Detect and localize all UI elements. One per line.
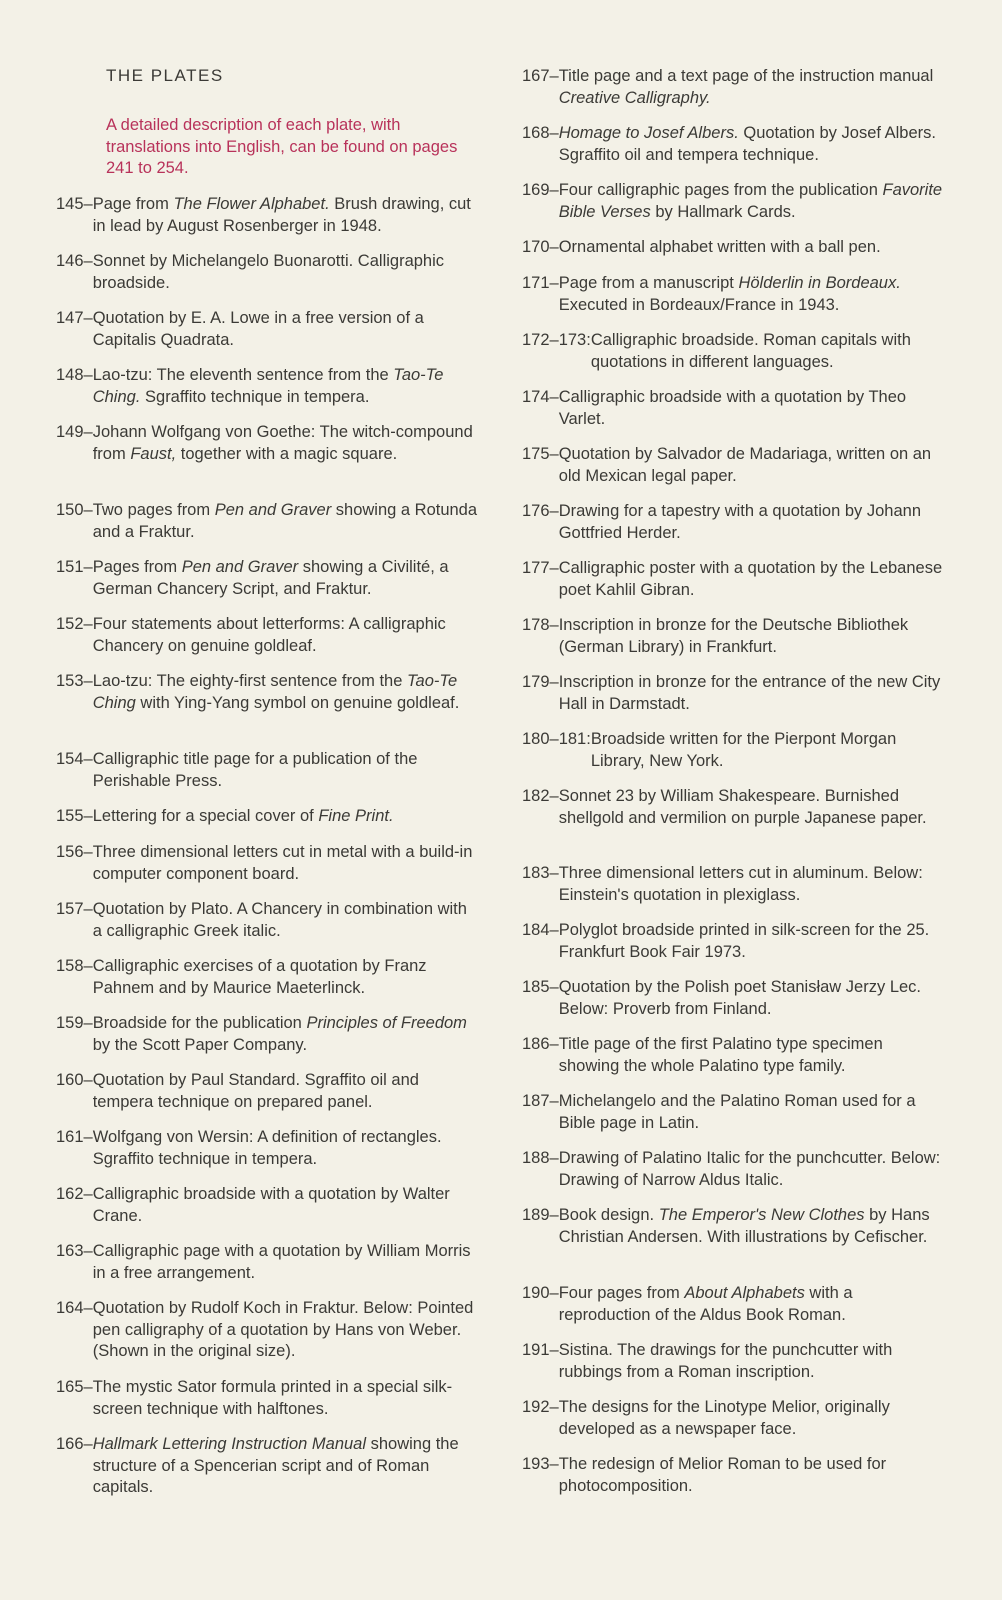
plate-description: Broadside written for the Pierpont Morgan Library, New York.	[590, 730, 897, 770]
plate-entry	[522, 672, 946, 715]
plate-number: 145–	[56, 195, 93, 213]
plate-description: Johann Wolfgang von Goethe: The witch-compound from Faust, together with a magic square.	[92, 423, 473, 463]
plate-entry	[522, 330, 946, 373]
plate-number: 168–	[522, 124, 559, 142]
plate-description: Hallmark Lettering Instruction Manual showing the structure of a Spencerian script and of Roman capitals.	[92, 1435, 459, 1496]
plate-description: Lao-tzu: The eighty-first sentence from the Tao-Te Ching with Ying-Yang symbol on genuine goldleaf.	[92, 672, 460, 712]
plate-number: 169–	[522, 181, 559, 199]
plate-number: 189–	[522, 1206, 559, 1224]
plate-number: 149–	[56, 423, 93, 441]
plate-description: Inscription in bronze for the entrance of the new City Hall in Darmstadt.	[558, 673, 941, 713]
plate-description: Calligraphic page with a quotation by William Morris in a free arrangement.	[92, 1242, 471, 1282]
plate-entry	[56, 308, 480, 351]
plate-entry	[56, 956, 480, 999]
plate-description: The designs for the Linotype Melior, originally developed as a newspaper face.	[558, 1398, 890, 1438]
plate-entry	[522, 66, 946, 109]
plate-description: Calligraphic broadside with a quotation by Theo Varlet.	[558, 388, 907, 428]
plate-entry	[522, 920, 946, 963]
plate-number: 150–	[56, 501, 93, 519]
plate-description: Quotation by Rudolf Koch in Fraktur. Below: Pointed pen calligraphy of a quotation by Hans von Weber. (Shown in the original size).	[92, 1299, 474, 1360]
plate-description: Title page of the first Palatino type specimen showing the whole Palatino type family.	[558, 1035, 883, 1075]
plate-number: 170–	[522, 238, 559, 256]
plate-number: 186–	[522, 1035, 559, 1053]
plate-description: Drawing of Palatino Italic for the punchcutter. Below: Drawing of Narrow Aldus Italic.	[558, 1149, 941, 1189]
plate-entry	[56, 194, 480, 237]
plate-number: 164–	[56, 1299, 93, 1317]
plate-description: Calligraphic exercises of a quotation by Franz Pahnem and by Maurice Maeterlinck.	[92, 957, 427, 997]
plate-number: 157–	[56, 900, 93, 918]
italic-title: Homage to Josef Albers.	[558, 124, 739, 142]
plate-entry	[522, 1454, 946, 1497]
plate-entry	[522, 1091, 946, 1134]
plate-entry	[522, 501, 946, 544]
plate-description: Homage to Josef Albers. Quotation by Josef Albers. Sgraffito oil and tempera technique.	[558, 124, 936, 164]
plate-number: 184–	[522, 921, 559, 939]
plate-number: 183–	[522, 864, 559, 882]
plate-description: Lettering for a special cover of Fine Print.	[92, 807, 394, 825]
plate-description: Quotation by Paul Standard. Sgraffito oil and tempera technique on prepared panel.	[92, 1071, 419, 1111]
plate-description: Inscription in bronze for the Deutsche Bibliothek (German Library) in Frankfurt.	[558, 616, 909, 656]
plate-number: 175–	[522, 445, 559, 463]
italic-title: Tao-Te Ching	[92, 672, 458, 712]
plate-description: Book design. The Emperor's New Clothes by Hans Christian Andersen. With illustrations by Cefischer.	[558, 1206, 930, 1246]
plate-entry	[56, 749, 480, 792]
plate-number: 180–181:	[522, 730, 591, 748]
plate-number: 178–	[522, 616, 559, 634]
plate-entry	[56, 500, 480, 543]
plate-entry	[522, 615, 946, 658]
italic-title: Hölderlin in Bordeaux.	[738, 274, 901, 292]
plate-entry	[56, 671, 480, 714]
italic-title: Pen and Graver	[214, 501, 332, 519]
italic-title: The Emperor's New Clothes	[658, 1206, 865, 1224]
plate-description: Quotation by Salvador de Madariaga, written on an old Mexican legal paper.	[558, 445, 932, 485]
plate-number: 185–	[522, 978, 559, 996]
italic-title: Favorite Bible Verses	[558, 181, 943, 221]
plate-entry	[522, 1283, 946, 1326]
plate-description: Four statements about letterforms: A calligraphic Chancery on genuine goldleaf.	[92, 615, 446, 655]
plate-description: Page from The Flower Alphabet. Brush drawing, cut in lead by August Rosenberger in 1948.	[92, 195, 471, 235]
plate-number: 190–	[522, 1284, 559, 1302]
plate-entry	[522, 729, 946, 772]
plate-number: 177–	[522, 559, 559, 577]
plate-number: 160–	[56, 1071, 93, 1089]
plate-number: 166–	[56, 1435, 93, 1453]
plate-entry	[56, 1013, 480, 1056]
plate-entry	[56, 806, 480, 828]
plate-description: Pages from Pen and Graver showing a Civilité, a German Chancery Script, and Fraktur.	[92, 558, 449, 598]
plate-number: 167–	[522, 67, 559, 85]
plate-description: Broadside for the publication Principles of Freedom by the Scott Paper Company.	[92, 1014, 467, 1054]
plate-entry	[56, 899, 480, 942]
plate-entry	[56, 1298, 480, 1363]
plate-description: Sonnet 23 by William Shakespeare. Burnished shellgold and vermilion on purple Japanese paper.	[558, 787, 927, 827]
plate-description: Sistina. The drawings for the punchcutter with rubbings from a Roman inscription.	[558, 1341, 893, 1381]
plate-number: 147–	[56, 309, 93, 327]
plate-entry	[522, 123, 946, 166]
plate-number: 162–	[56, 1185, 93, 1203]
page-heading: THE PLATES	[106, 66, 224, 85]
plate-entry	[56, 1127, 480, 1170]
italic-title: Pen and Graver	[181, 558, 299, 576]
plate-number: 154–	[56, 750, 93, 768]
plate-number: 172–173:	[522, 331, 591, 349]
plate-entry	[522, 180, 946, 223]
plate-number: 155–	[56, 807, 93, 825]
plate-entry	[522, 273, 946, 316]
plate-number: 182–	[522, 787, 559, 805]
plate-entry	[56, 422, 480, 465]
plate-description: Wolfgang von Wersin: A definition of rectangles. Sgraffito technique in tempera.	[92, 1128, 442, 1168]
plate-description: The mystic Sator formula printed in a special silk-screen technique with halftones.	[92, 1378, 453, 1418]
plate-number: 191–	[522, 1341, 559, 1359]
plate-number: 176–	[522, 502, 559, 520]
plate-number: 163–	[56, 1242, 93, 1260]
plate-number: 187–	[522, 1092, 559, 1110]
plate-number: 153–	[56, 672, 93, 690]
plate-description: Quotation by Plato. A Chancery in combination with a calligraphic Greek italic.	[92, 900, 467, 940]
italic-title: The Flower Alphabet.	[173, 195, 330, 213]
plate-entry	[56, 1377, 480, 1420]
plate-entry	[522, 786, 946, 829]
plate-number: 192–	[522, 1398, 559, 1416]
plate-entry	[522, 863, 946, 906]
plate-description: Calligraphic poster with a quotation by the Lebanese poet Kahlil Gibran.	[558, 559, 943, 599]
italic-title: Faust,	[130, 444, 177, 463]
plate-description: Page from a manuscript Hölderlin in Bordeaux. Executed in Bordeaux/France in 1943.	[558, 274, 901, 314]
plate-entry	[522, 1205, 946, 1248]
plate-description: Calligraphic broadside with a quotation by Walter Crane.	[92, 1185, 450, 1225]
plate-number: 193–	[522, 1455, 559, 1473]
italic-title: Fine Print.	[318, 807, 394, 825]
plate-description: Ornamental alphabet written with a ball pen.	[558, 238, 881, 256]
plate-entry	[522, 444, 946, 487]
plate-description: Four pages from About Alphabets with a reproduction of the Aldus Book Roman.	[558, 1284, 853, 1324]
plate-description: The redesign of Melior Roman to be used for photocomposition.	[558, 1455, 887, 1495]
plate-description: Quotation by E. A. Lowe in a free version of a Capitalis Quadrata.	[92, 309, 424, 349]
plate-description: Two pages from Pen and Graver showing a Rotunda and a Fraktur.	[92, 501, 478, 541]
plate-description: Three dimensional letters cut in metal with a build-in computer component board.	[92, 843, 473, 883]
plate-entry	[56, 1241, 480, 1284]
plate-description: Three dimensional letters cut in aluminum. Below: Einstein's quotation in plexiglass.	[558, 864, 923, 904]
plate-entry	[56, 1184, 480, 1227]
plate-description: Quotation by the Polish poet Stanisław Jerzy Lec. Below: Proverb from Finland.	[558, 978, 922, 1018]
plate-description: Calligraphic broadside. Roman capitals with quotations in different languages.	[590, 331, 911, 371]
plate-number: 171–	[522, 274, 559, 292]
plate-description: Four calligraphic pages from the publication Favorite Bible Verses by Hallmark Cards.	[558, 181, 943, 221]
plate-entry	[522, 1034, 946, 1077]
intro-note: A detailed description of each plate, with translations into English, can be found on pages 241 to 254.	[106, 116, 458, 177]
plate-description: Lao-tzu: The eleventh sentence from the Tao-Te Ching. Sgraffito technique in tempera.	[92, 366, 444, 406]
italic-title: Tao-Te Ching.	[92, 366, 444, 406]
plate-entry	[522, 1340, 946, 1383]
plate-entry	[56, 842, 480, 885]
plate-number: 158–	[56, 957, 93, 975]
plate-description: Title page and a text page of the instruction manual Creative Calligraphy.	[558, 67, 934, 107]
plate-entry	[56, 1070, 480, 1113]
plate-entry	[56, 365, 480, 408]
plate-number: 146–	[56, 252, 93, 270]
plate-number: 151–	[56, 558, 93, 576]
plate-entry	[522, 1148, 946, 1191]
plate-number: 152–	[56, 615, 93, 633]
plate-entry	[56, 557, 480, 600]
plate-number: 161–	[56, 1128, 93, 1146]
italic-title: Principles of Freedom	[306, 1014, 467, 1032]
plate-entry	[56, 614, 480, 657]
plate-number: 188–	[522, 1149, 559, 1167]
plate-number: 148–	[56, 366, 93, 384]
plate-entry	[56, 251, 480, 294]
plate-description: Calligraphic title page for a publication of the Perishable Press.	[92, 750, 418, 790]
plate-number: 174–	[522, 388, 559, 406]
plate-entry	[522, 977, 946, 1020]
plate-description: Polyglot broadside printed in silk-screen for the 25. Frankfurt Book Fair 1973.	[558, 921, 930, 961]
plate-number: 159–	[56, 1014, 93, 1032]
italic-title: Creative Calligraphy.	[558, 88, 711, 107]
plate-number: 165–	[56, 1378, 93, 1396]
plate-description: Sonnet by Michelangelo Buonarotti. Calligraphic broadside.	[92, 252, 445, 292]
plate-number: 156–	[56, 843, 93, 861]
plate-entry	[522, 558, 946, 601]
plate-number: 179–	[522, 673, 559, 691]
plate-entry	[522, 237, 946, 259]
plate-entry	[522, 387, 946, 430]
italic-title: Hallmark Lettering Instruction Manual	[92, 1435, 367, 1453]
plate-entry	[56, 1434, 480, 1499]
plate-entry	[522, 1397, 946, 1440]
plate-description: Michelangelo and the Palatino Roman used for a Bible page in Latin.	[558, 1092, 916, 1132]
italic-title: About Alphabets	[684, 1284, 805, 1302]
plate-description: Drawing for a tapestry with a quotation by Johann Gottfried Herder.	[558, 502, 922, 542]
